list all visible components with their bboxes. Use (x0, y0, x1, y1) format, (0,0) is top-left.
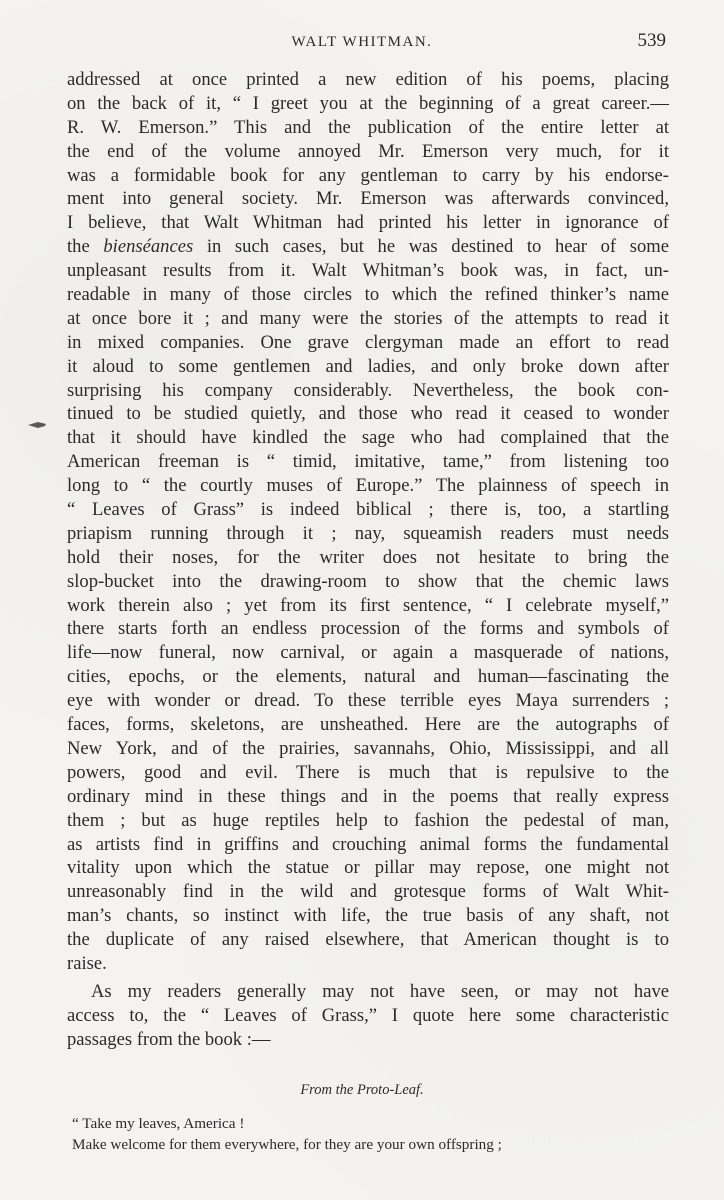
text-line: New York, and of the prairies, savannahs, Ohio, Mississippi, and all (67, 737, 669, 759)
margin-pointer-mark (28, 421, 46, 429)
text-line: life—now funeral, now carnival, or again a masquerade of nations, (67, 642, 669, 664)
text-line: that it should have kindled the sage who had complained that the (67, 427, 669, 449)
text-line: as artists find in griffins and crouching animal forms the fundamental (67, 833, 669, 855)
page-number: 539 (637, 30, 666, 51)
text-line: in mixed companies. One grave clergyman made an effort to read (67, 331, 669, 353)
text-line: unpleasant results from it. Walt Whitman’s book was, in fact, un- (67, 260, 669, 282)
text-line: powers, good and evil. There is much that is repulsive to the (67, 761, 669, 783)
text-line: ordinary mind in these things and in the poems that really express (67, 785, 669, 807)
text-line: R. W. Emerson.” This and the publication of the entire letter at (67, 116, 669, 138)
text-line: faces, forms, skeletons, are unsheathed. Here are the autographs of (67, 714, 669, 736)
text-line: them ; but as huge reptiles help to fashion the pedestal of man, (67, 809, 669, 831)
text-line: priapism running through it ; nay, squeamish readers must needs (67, 522, 669, 544)
italic-term: bienséances (103, 236, 194, 258)
running-head (0, 30, 724, 54)
text-line: surprising his company considerably. Nevertheless, the book con- (67, 379, 669, 401)
text-line: access to, the “ Leaves of Grass,” I quote here some characteristic (67, 1004, 669, 1026)
excerpt-caption: From the Proto-Leaf. (300, 1082, 424, 1098)
text-line: the bienséances in such cases, but he was destined to hear of some (67, 236, 669, 258)
verse-line: “ Take my leaves, America ! (72, 1115, 245, 1132)
text-line: readable in many of those circles to which the refined thinker’s name (67, 284, 669, 306)
text-line: “ Leaves of Grass” is indeed biblical ; there is, too, a startling (67, 499, 669, 521)
text-line: cities, epochs, or the elements, natural and human—fascinating the (67, 666, 669, 688)
text-line: at once bore it ; and many were the stories of the attempts to read it (67, 307, 669, 329)
text-line: there starts forth an endless procession of the forms and symbols of (67, 618, 669, 640)
text-line: unreasonably find in the wild and grotesque forms of Walt Whit- (67, 881, 669, 903)
text-line: tinued to be studied quietly, and those who read it ceased to wonder (67, 403, 669, 425)
text-line: man’s chants, so instinct with life, the true basis of any shaft, not (67, 905, 669, 927)
text-line: ment into general society. Mr. Emerson was afterwards convinced, (67, 188, 669, 210)
text-line: it aloud to some gentlemen and ladies, and only broke down after (67, 355, 669, 377)
verse-excerpt (72, 1113, 502, 1155)
text-line: the duplicate of any raised elsewhere, that American thought is to (67, 929, 669, 951)
body-text (67, 68, 669, 1052)
verse-line: Make welcome for them everywhere, for they are your own offspring ; (72, 1136, 502, 1153)
text-line: the end of the volume annoyed Mr. Emerson very much, for it (67, 140, 669, 162)
text-line: hold their noses, for the writer does not hesitate to bring the (67, 546, 669, 568)
running-title: WALT WHITMAN. (291, 34, 433, 50)
text-line: slop-bucket into the drawing-room to show that the chemic laws (67, 570, 669, 592)
text-line: eye with wonder or dread. To these terrible eyes Maya surrenders ; (67, 690, 669, 712)
text-line: was a formidable book for any gentleman to carry by his endorse- (67, 164, 669, 186)
text-line: on the back of it, “ I greet you at the beginning of a great career.— (67, 92, 669, 114)
text-line: I believe, that Walt Whitman had printed his letter in ignorance of (67, 212, 669, 234)
text-line: vitality upon which the statue or pillar may repose, one might not (67, 857, 669, 879)
text-line: As my readers generally may not have seen, or may not have (91, 980, 669, 1002)
text-line: American freeman is “ timid, imitative, tame,” from listening too (67, 451, 669, 473)
text-line: raise. (67, 952, 107, 974)
text-line: addressed at once printed a new edition of his poems, placing (67, 69, 669, 90)
text-line: work therein also ; yet from its first sentence, “ I celebrate myself,” (67, 594, 669, 616)
text-line: long to “ the courtly muses of Europe.” The plainness of speech in (67, 475, 669, 497)
text-line: passages from the book :— (67, 1028, 271, 1050)
